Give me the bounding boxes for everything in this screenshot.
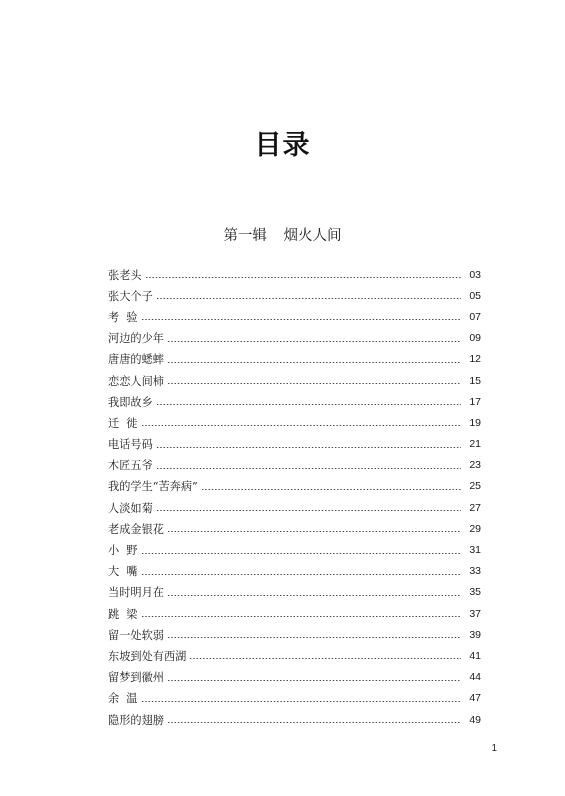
toc-entry-title: 恋恋人间柿 — [108, 374, 164, 388]
toc-entry[interactable] — [108, 603, 481, 624]
toc-entry[interactable] — [108, 370, 481, 391]
toc-entry[interactable] — [108, 285, 481, 306]
toc-entry[interactable] — [108, 434, 481, 455]
toc-entry-page: 29 — [469, 522, 481, 535]
dot-leader — [167, 383, 461, 384]
toc-entry-page: 41 — [469, 649, 481, 662]
toc-entry[interactable] — [108, 539, 481, 560]
dot-leader — [156, 404, 461, 405]
toc-entry[interactable] — [108, 645, 481, 666]
toc-entry[interactable] — [108, 688, 481, 709]
dot-leader — [141, 616, 462, 617]
dot-leader — [167, 637, 461, 638]
toc-entry-title: 张老头 — [108, 268, 142, 282]
dot-leader — [141, 319, 462, 320]
toc-entry-title: 迁 徙 — [108, 416, 138, 430]
toc-entry-title: 我的学生“苦奔病” — [108, 480, 198, 494]
toc-entry[interactable] — [108, 391, 481, 412]
table-of-contents — [108, 264, 481, 730]
toc-entry[interactable] — [108, 455, 481, 476]
toc-entry-title: 唐唐的蟋蟀 — [108, 353, 164, 367]
toc-entry-title: 小 野 — [108, 544, 138, 558]
page-title: 目录 — [254, 130, 311, 161]
toc-entry-page: 09 — [469, 332, 481, 345]
toc-entry-title: 跳 梁 — [108, 607, 138, 621]
toc-entry[interactable] — [108, 624, 481, 645]
toc-entry-page: 35 — [469, 586, 481, 599]
toc-entry[interactable] — [108, 328, 481, 349]
dot-leader — [156, 468, 461, 469]
toc-entry[interactable] — [108, 264, 481, 285]
dot-leader — [167, 680, 461, 681]
toc-entry[interactable] — [108, 306, 481, 327]
toc-entry[interactable] — [108, 497, 481, 518]
toc-entry-page: 44 — [469, 671, 481, 684]
toc-entry[interactable] — [108, 582, 481, 603]
page-number: 1 — [491, 743, 497, 754]
toc-entry-title: 隐形的翅膀 — [108, 713, 164, 727]
dot-leader — [167, 595, 461, 596]
toc-entry-title: 留梦到徽州 — [108, 671, 164, 685]
toc-entry-title: 河边的少年 — [108, 332, 164, 346]
toc-entry-page: 47 — [469, 692, 481, 705]
toc-entry-title: 余 温 — [108, 692, 138, 706]
toc-entry-title: 留一处软弱 — [108, 628, 164, 642]
toc-entry[interactable] — [108, 561, 481, 582]
dot-leader — [167, 341, 461, 342]
toc-entry[interactable] — [108, 667, 481, 688]
dot-leader — [141, 701, 462, 702]
toc-entry-page: 03 — [469, 268, 481, 281]
toc-entry-page: 19 — [469, 416, 481, 429]
toc-entry-page: 37 — [469, 607, 481, 620]
toc-entry-title: 张大个子 — [108, 289, 153, 303]
toc-entry[interactable] — [108, 349, 481, 370]
section-number: 第一辑 — [223, 228, 267, 244]
toc-entry-page: 25 — [469, 480, 481, 493]
toc-entry-page: 49 — [469, 713, 481, 726]
toc-entry-page: 07 — [469, 310, 481, 323]
dot-leader — [156, 298, 461, 299]
dot-leader — [167, 722, 461, 723]
dot-leader — [156, 510, 461, 511]
dot-leader — [189, 658, 461, 659]
dot-leader — [145, 277, 461, 278]
toc-entry-page: 31 — [469, 544, 481, 557]
dot-leader — [167, 531, 461, 532]
toc-entry-title: 电话号码 — [108, 438, 153, 452]
toc-entry[interactable] — [108, 518, 481, 539]
toc-entry[interactable] — [108, 476, 481, 497]
toc-entry-title: 我即故乡 — [108, 395, 153, 409]
toc-entry-title: 考 验 — [108, 310, 138, 324]
toc-entry-title: 木匠五爷 — [108, 459, 153, 473]
toc-entry-page: 12 — [469, 353, 481, 366]
section-heading — [0, 224, 565, 245]
toc-entry-page: 27 — [469, 501, 481, 514]
section-name: 烟火人间 — [283, 228, 342, 244]
toc-entry-page: 39 — [469, 628, 481, 641]
toc-entry-page: 21 — [469, 438, 481, 451]
toc-entry-title: 人淡如菊 — [108, 501, 153, 515]
dot-leader — [201, 489, 461, 490]
toc-entry-title: 大 嘴 — [108, 565, 138, 579]
dot-leader — [156, 447, 461, 448]
toc-entry-page: 17 — [469, 395, 481, 408]
toc-entry-page: 15 — [469, 374, 481, 387]
toc-entry-title: 当时明月在 — [108, 586, 164, 600]
toc-entry-title: 老成金银花 — [108, 522, 164, 536]
toc-entry[interactable] — [108, 709, 481, 730]
dot-leader — [167, 362, 461, 363]
toc-entry-page: 23 — [469, 459, 481, 472]
toc-entry[interactable] — [108, 412, 481, 433]
dot-leader — [141, 553, 462, 554]
dot-leader — [141, 574, 462, 575]
dot-leader — [141, 425, 462, 426]
toc-entry-title: 东坡到处有西湖 — [108, 649, 187, 663]
toc-entry-page: 05 — [469, 289, 481, 302]
toc-entry-page: 33 — [469, 565, 481, 578]
